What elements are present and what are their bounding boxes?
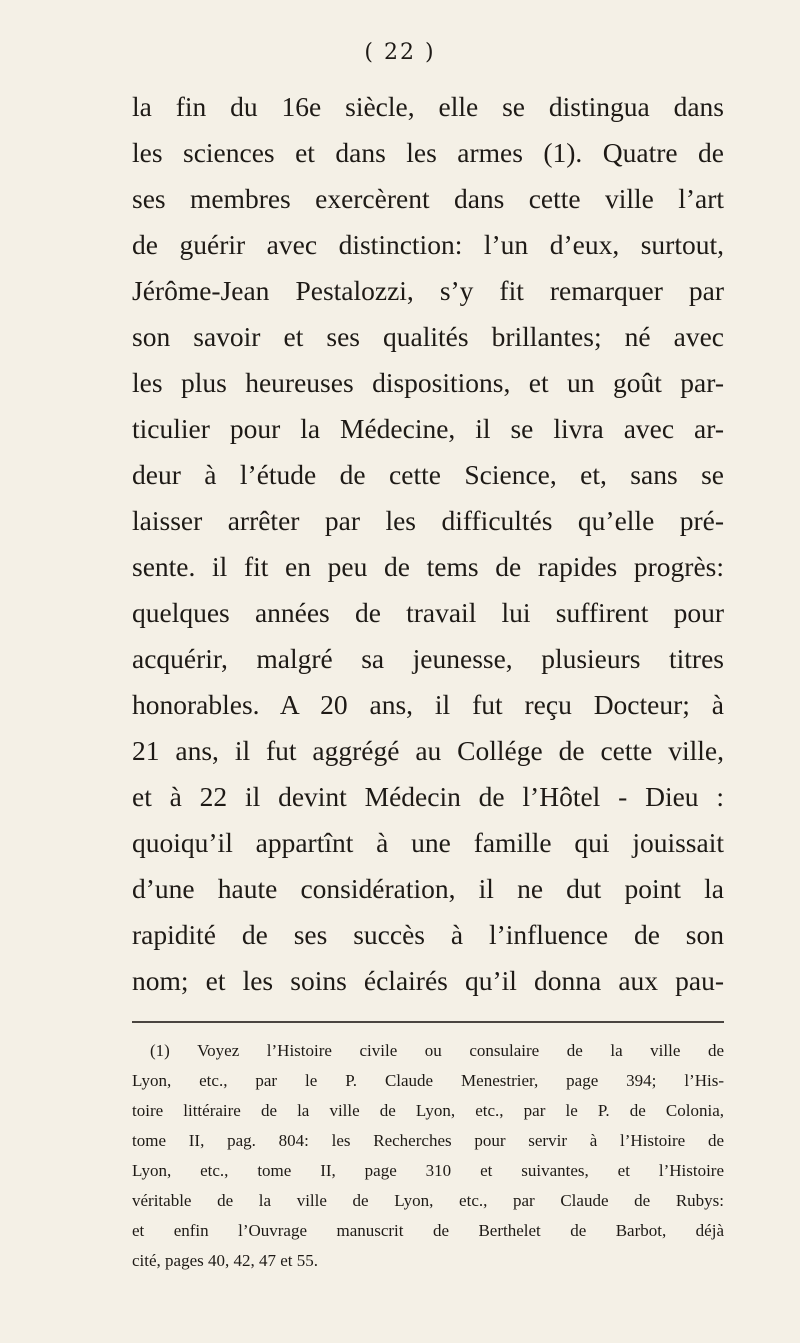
footnote-line: véritable de la ville de Lyon, etc., par Claude de Rubys:: [132, 1191, 724, 1210]
body-line: 21 ans, il fut aggrégé au Collége de cette ville,: [132, 735, 724, 766]
body-line: rapidité de ses succès à l’influence de son: [132, 919, 724, 950]
body-line: honorables. A 20 ans, il fut reçu Docteur; à: [132, 689, 724, 720]
body-line: nom; et les soins éclairés qu’il donna aux pau-: [132, 965, 724, 996]
body-line: sente. il fit en peu de tems de rapides progrès:: [132, 551, 724, 582]
footnote: [132, 1036, 724, 1276]
body-line: quelques années de travail lui suffirent pour: [132, 597, 724, 628]
body-text: [132, 84, 724, 1004]
body-line: ticulier pour la Médecine, il se livra avec ar-: [132, 413, 724, 444]
footnote-line: toire littéraire de la ville de Lyon, etc., par le P. de Colonia,: [132, 1101, 724, 1120]
body-line: acquérir, malgré sa jeunesse, plusieurs titres: [132, 643, 724, 674]
footnote-line: cité, pages 40, 42, 47 et 55.: [132, 1251, 319, 1270]
body-line: deur à l’étude de cette Science, et, sans se: [132, 459, 724, 490]
body-line: Jérôme-Jean Pestalozzi, s’y fit remarquer par: [132, 275, 724, 306]
footnote-line: Lyon, etc., tome II, page 310 et suivantes, et l’Histoire: [132, 1161, 724, 1180]
body-line: les sciences et dans les armes (1). Quatre de: [132, 137, 724, 168]
footnote-line: et enfin l’Ouvrage manuscrit de Berthelet de Barbot, déjà: [132, 1221, 724, 1240]
footnote-divider: [132, 1021, 724, 1023]
body-line: son savoir et ses qualités brillantes; né avec: [132, 321, 724, 352]
body-line: laisser arrêter par les difficultés qu’elle pré-: [132, 505, 724, 536]
footnote-line: tome II, pag. 804: les Recherches pour servir à l’Histoire de: [132, 1131, 724, 1150]
body-line: de guérir avec distinction: l’un d’eux, surtout,: [132, 229, 724, 260]
footnote-line: (1) Voyez l’Histoire civile ou consulaire de la ville de: [150, 1041, 724, 1060]
page-number: ( 22 ): [364, 40, 436, 65]
body-line: d’une haute considération, il ne dut point la: [132, 873, 724, 904]
body-line: et à 22 il devint Médecin de l’Hôtel - Dieu :: [132, 781, 724, 812]
body-line: ses membres exercèrent dans cette ville l’art: [132, 183, 724, 214]
body-line: la fin du 16e siècle, elle se distingua dans: [132, 91, 724, 122]
body-line: les plus heureuses dispositions, et un goût par-: [132, 367, 724, 398]
body-line: quoiqu’il appartînt à une famille qui jouissait: [132, 827, 724, 858]
footnote-line: Lyon, etc., par le P. Claude Menestrier, page 394; l’His-: [132, 1071, 724, 1090]
